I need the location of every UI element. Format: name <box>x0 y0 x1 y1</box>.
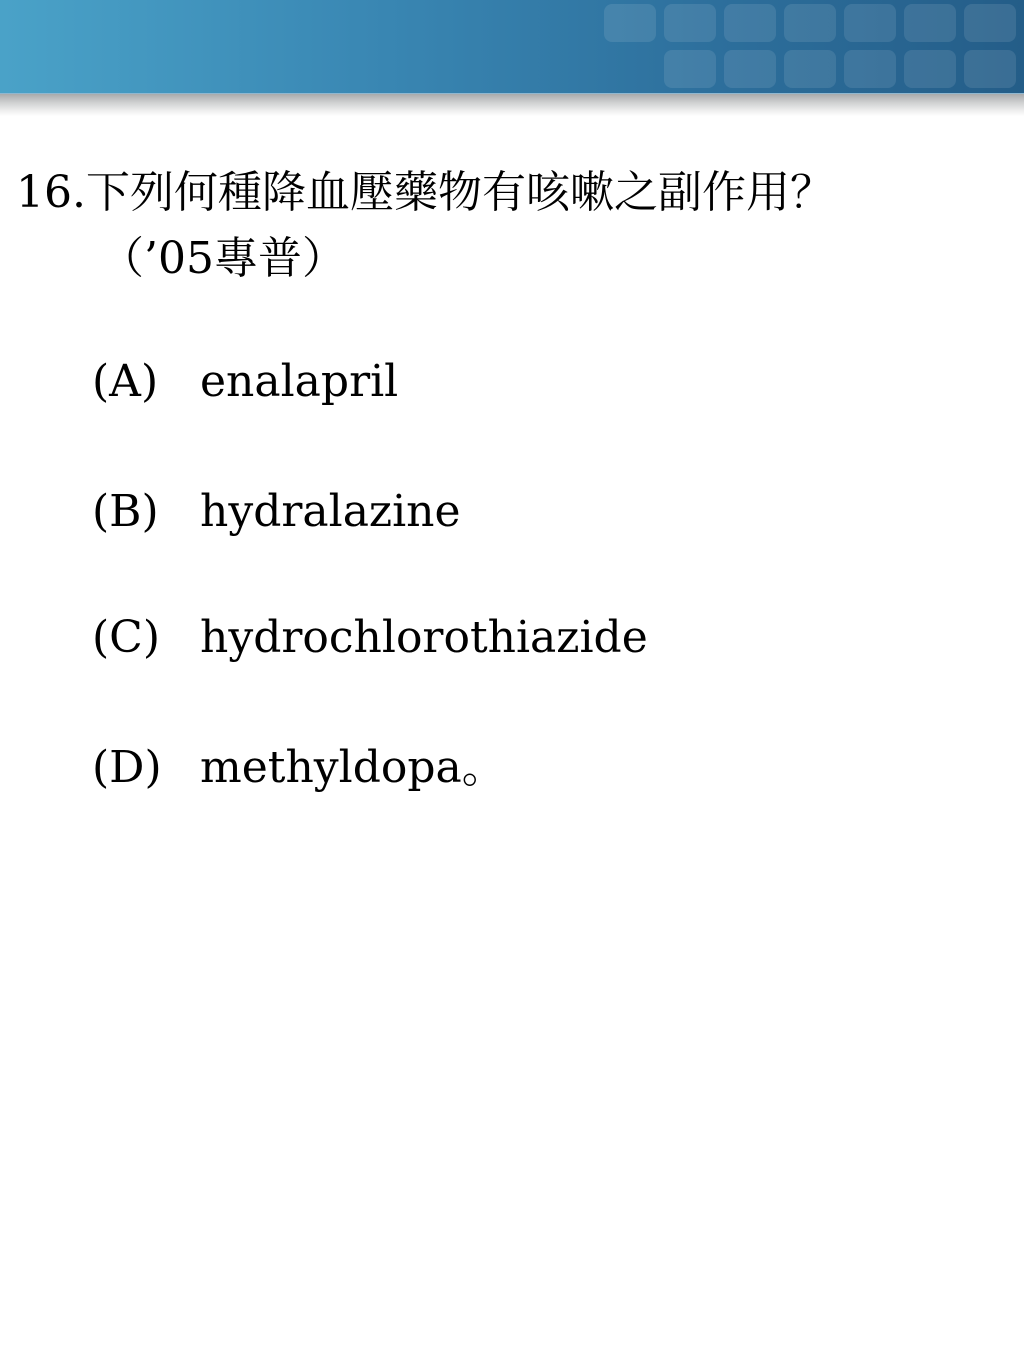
option-text: hydralazine <box>200 486 461 537</box>
option-text: enalapril <box>200 356 399 407</box>
option-b <box>92 482 461 542</box>
question-text: 下列何種降血壓藥物有咳嗽之副作用？ <box>85 167 834 218</box>
banner-decoration <box>564 0 1024 94</box>
option-a <box>92 352 398 412</box>
question-source: （’05專普） <box>100 233 346 284</box>
option-text: methyldopa。 <box>200 742 506 793</box>
option-letter: (D) <box>92 742 162 793</box>
option-d <box>92 738 506 798</box>
option-c <box>92 608 648 668</box>
option-text: hydrochlorothiazide <box>200 612 648 663</box>
question-line <box>16 160 1006 226</box>
header-shadow <box>0 94 1024 116</box>
header-banner <box>0 0 1024 94</box>
option-letter: (A) <box>92 356 159 407</box>
option-letter: (C) <box>92 612 160 663</box>
question-number: 16. <box>16 167 86 218</box>
option-letter: (B) <box>92 486 159 537</box>
